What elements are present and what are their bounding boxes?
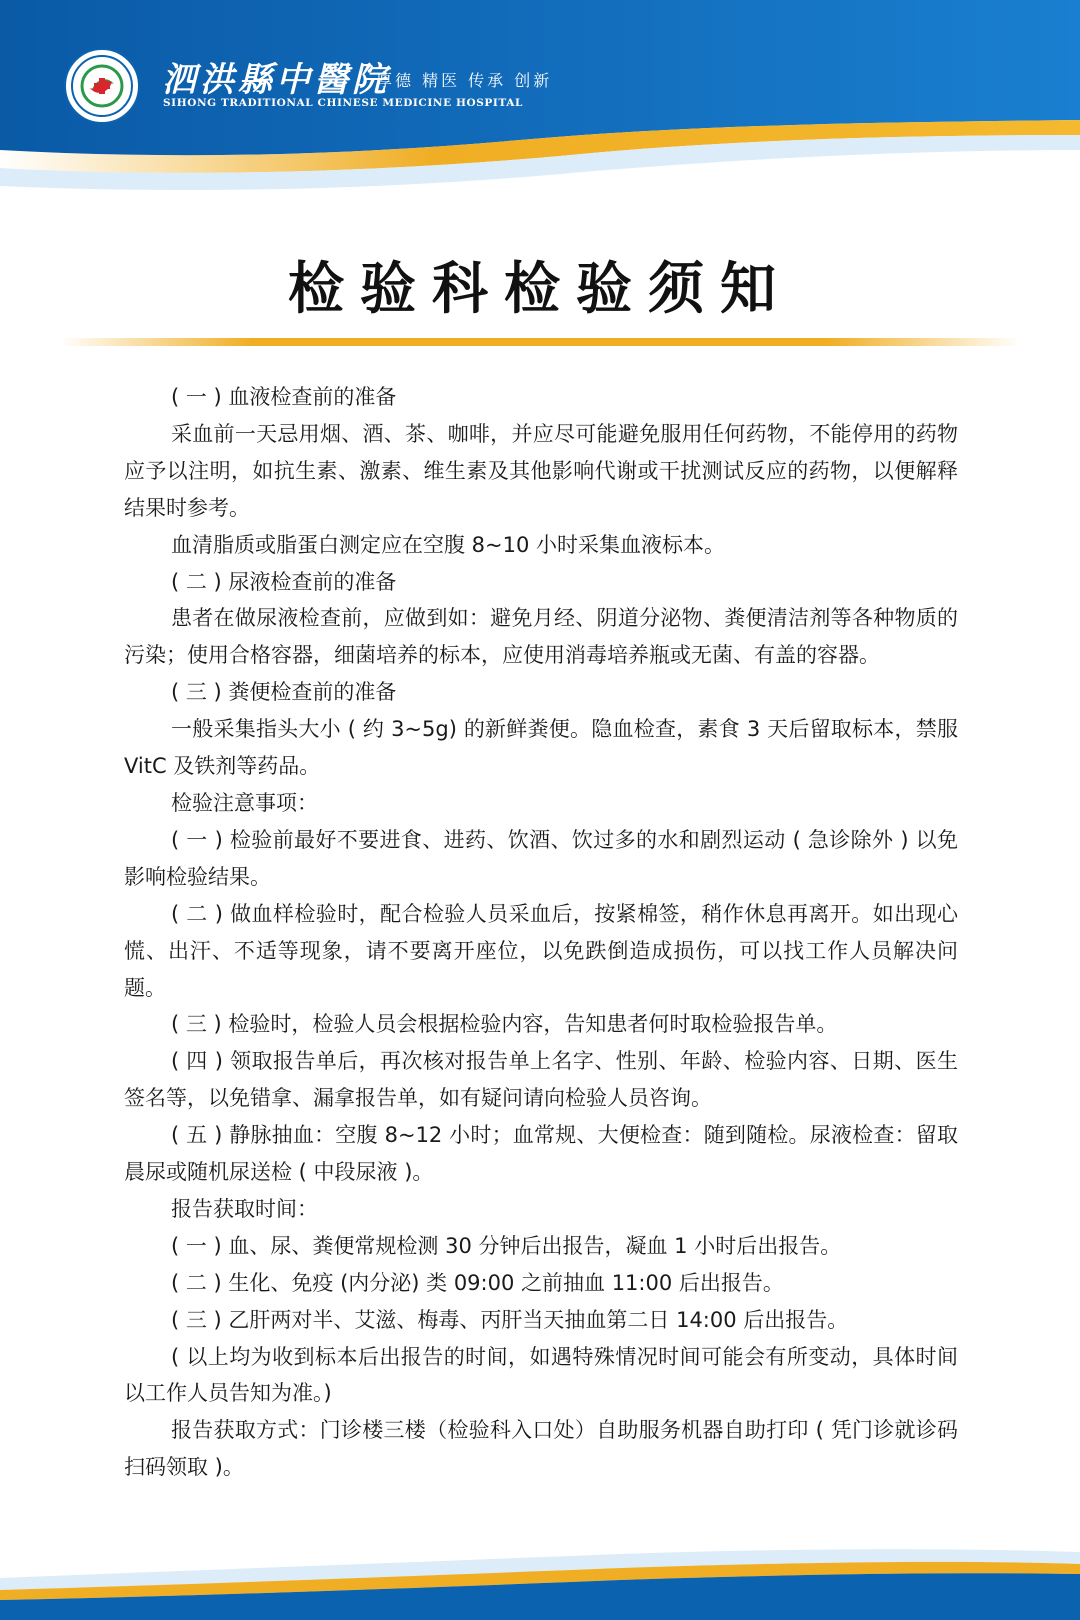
hospital-motto: 厚德 精医 传承 创新 bbox=[376, 71, 553, 90]
paragraph: ( 三 ) 粪便检查前的准备 bbox=[171, 680, 397, 705]
paragraph: ( 三 ) 乙肝两对半、艾滋、梅毒、丙肝当天抽血第二日 14:00 后出报告。 bbox=[171, 1307, 849, 1332]
paragraph: ( 二 ) 尿液检查前的准备 bbox=[171, 569, 397, 594]
paragraph: ( 三 ) 检验时，检验人员会根据检验内容，告知患者何时取检验报告单。 bbox=[171, 1012, 838, 1037]
paragraph: ( 一 ) 血、尿、粪便常规检测 30 分钟后出报告，凝血 1 小时后出报告。 bbox=[171, 1233, 842, 1258]
paragraph: 报告获取时间： bbox=[171, 1196, 318, 1221]
hospital-name-en: SIHONG TRADITIONAL CHINESE MEDICINE HOSPITAL bbox=[163, 97, 523, 109]
page-title: 检验科检验须知 bbox=[288, 256, 792, 322]
paragraph: ( 一 ) 血液检查前的准备 bbox=[171, 385, 397, 409]
logo-emblem-icon bbox=[70, 54, 134, 118]
paragraph: ( 四 ) 领取报告单后，再次核对报告单上名字、性别、年龄、检验内容、日期、医生签名等，以免错拿、漏拿报告单，如有疑问请向检验人员咨询。 bbox=[124, 1049, 958, 1111]
paragraph: ( 一 ) 检验前最好不要进食、进药、饮酒、饮过多的水和剧烈运动 ( 急诊除外 ) 以免影响检验结果。 bbox=[124, 827, 958, 889]
paragraph: ( 二 ) 生化、免疫 (内分泌) 类 09:00 之前抽血 11:00 后出报告。 bbox=[171, 1270, 784, 1295]
paragraph: 采血前一天忌用烟、酒、茶、咖啡，并应尽可能避免服用任何药物，不能停用的药物应予以注明，如抗生素、激素、维生素及其他影响代谢或干扰测试反应的药物，以便解释结果时参考。 bbox=[124, 421, 958, 520]
hospital-name: 泗洪縣中醫院 bbox=[162, 60, 390, 100]
paragraph: ( 五 ) 静脉抽血：空腹 8~12 小时；血常规、大便检查：随到随检。尿液检查：留取晨尿或随机尿送检 ( 中段尿液 )。 bbox=[124, 1123, 958, 1185]
paragraph: ( 二 ) 做血样检验时，配合检验人员采血后，按紧棉签，稍作休息再离开。如出现心慌、出汗、不适等现象，请不要离开座位，以免跌倒造成损伤，可以找工作人员解决问题。 bbox=[124, 901, 958, 1000]
paragraph: 报告获取方式：门诊楼三楼（检验科入口处）自助服务机器自助打印 ( 凭门诊就诊码扫码领取 )。 bbox=[124, 1418, 958, 1480]
paragraph: 患者在做尿液检查前，应做到如：避免月经、阴道分泌物、粪便清洁剂等各种物质的污染；使用合格容器，细菌培养的标本，应使用消毒培养瓶或无菌、有盖的容器。 bbox=[124, 606, 958, 668]
hospital-logo bbox=[64, 48, 140, 124]
paragraph: ( 以上均为收到标本后出报告的时间，如遇特殊情况时间可能会有所变动，具体时间以工作人员告知为准。) bbox=[124, 1344, 958, 1406]
paragraph: 一般采集指头大小 ( 约 3~5g) 的新鲜粪便。隐血检查，素食 3 天后留取标本，禁服 VitC 及铁剂等药品。 bbox=[124, 717, 958, 779]
paragraph: 检验注意事项： bbox=[171, 790, 318, 815]
title-divider bbox=[60, 338, 1020, 346]
paragraph: 血清脂质或脂蛋白测定应在空腹 8~10 小时采集血液标本。 bbox=[171, 532, 726, 557]
notice-content bbox=[124, 379, 958, 1486]
footer-band bbox=[0, 1540, 1080, 1620]
